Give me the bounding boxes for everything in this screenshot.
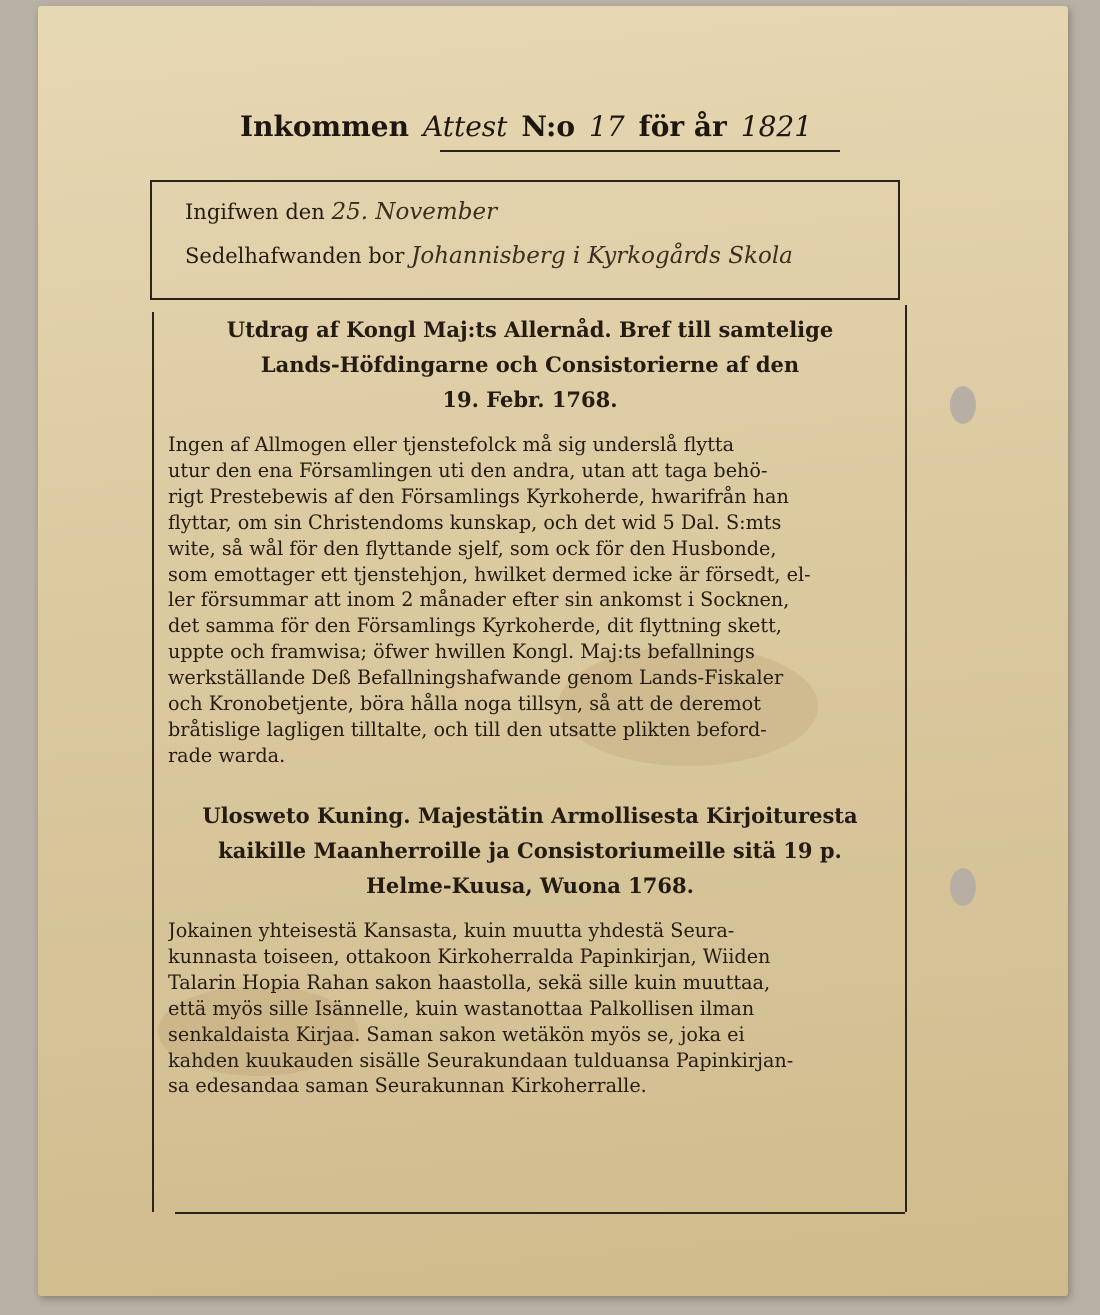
header-number-label: N:o	[521, 110, 576, 143]
box-left-border	[150, 180, 152, 300]
swedish-body-line: flyttar, om sin Christendoms kunskap, och det wid 5 Dal. S:mts	[168, 510, 782, 534]
punch-hole	[950, 386, 976, 424]
finnish-body-line: sa edesandaa saman Seurakunnan Kirkoherralle.	[168, 1074, 647, 1098]
finnish-title-line: Ulosweto Kuning. Majestätin Armollisesta Kirjoituresta	[202, 803, 858, 828]
finnish-title	[170, 798, 890, 903]
swedish-body-line: och Kronobetjente, böra hålla noga tillsyn, så att de deremot	[168, 692, 761, 716]
swedish-title-line: 19. Febr. 1768.	[442, 387, 618, 412]
header-prefix: Inkommen	[240, 110, 409, 143]
finnish-title-line: Helme-Kuusa, Wuona 1768.	[366, 873, 694, 898]
finnish-body	[168, 918, 908, 1099]
swedish-body-line: som emottager ett tjenstehjon, hwilket dermed icke är försedt, el-	[168, 562, 811, 586]
frame-left-border	[152, 312, 154, 1212]
swedish-body-line: werkställande Deß Befallningshafwande genom Lands-Fiskaler	[168, 666, 784, 690]
swedish-title-line: Lands-Höfdingarne och Consistorierne af den	[260, 352, 800, 377]
date-value: 25. November	[331, 199, 498, 225]
document-header	[240, 110, 840, 150]
swedish-title	[170, 312, 890, 417]
header-number: 17	[589, 110, 625, 143]
finnish-title-line: kaikille Maanherroille ja Consistoriumeille sitä 19 p.	[218, 838, 842, 863]
header-year: 1821	[740, 110, 813, 143]
box-bottom-border	[150, 298, 900, 300]
swedish-body-line: rade warda.	[168, 743, 286, 767]
residence-value: Johannisberg i Kyrkogårds Skola	[411, 243, 793, 269]
finnish-body-line: senkaldaista Kirjaa. Saman sakon wetäkön myös se, joka ei	[168, 1022, 745, 1046]
swedish-body-line: bråtislige lagligen tilltalte, och till den utsatte plikten beford-	[168, 717, 767, 741]
swedish-body-line: utur den ena Församlingen uti den andra, utan att taga behö-	[168, 458, 768, 482]
swedish-body-line: Ingen af Allmogen eller tjenstefolck må sig underslå flytta	[168, 433, 735, 456]
swedish-body-line: wite, så wål för den flyttande sjelf, som ock för den Husbonde,	[168, 536, 777, 560]
swedish-body-line: rigt Prestebewis af den Församlings Kyrkoherde, hwarifrån han	[168, 484, 789, 508]
swedish-title-line: Utdrag af Kongl Maj:ts Allernåd. Bref till samtelige	[226, 317, 834, 342]
box-top-border	[150, 180, 900, 182]
finnish-body-line: että myös sille Isännelle, kuin wastanottaa Palkollisen ilman	[168, 996, 755, 1020]
residence-label: Sedelhafwanden bor	[185, 244, 405, 268]
header-for-year: för år	[638, 110, 727, 143]
swedish-body-line: det samma för den Församlings Kyrkoherde, dit flyttning skett,	[168, 614, 782, 638]
swedish-body	[168, 432, 908, 769]
header-attest: Attest	[422, 110, 508, 143]
finnish-body-line: Jokainen yhteisestä Kansasta, kuin muutta yhdestä Seura-	[168, 919, 735, 942]
punch-hole	[950, 868, 976, 906]
finnish-body-line: Talarin Hopia Rahan sakon haastolla, sekä sille kuin muuttaa,	[168, 970, 771, 994]
box-right-border	[898, 180, 900, 300]
frame-bottom-border	[175, 1212, 905, 1214]
finnish-body-line: kunnasta toiseen, ottakoon Kirkoherralda Papinkirjan, Wiiden	[168, 944, 771, 968]
header-underline	[440, 150, 840, 152]
registration-block	[185, 190, 875, 278]
swedish-body-line: uppte och framwisa; öfwer hwillen Kongl. Maj:ts befallnings	[168, 640, 755, 664]
finnish-body-line: kahden kuukauden sisälle Seurakundaan tulduansa Papinkirjan-	[168, 1048, 794, 1072]
registration-date-row	[185, 190, 875, 234]
date-label: Ingifwen den	[185, 200, 325, 224]
swedish-body-line: ler försummar att inom 2 månader efter sin ankomst i Socknen,	[168, 588, 790, 612]
registration-residence-row	[185, 234, 875, 278]
